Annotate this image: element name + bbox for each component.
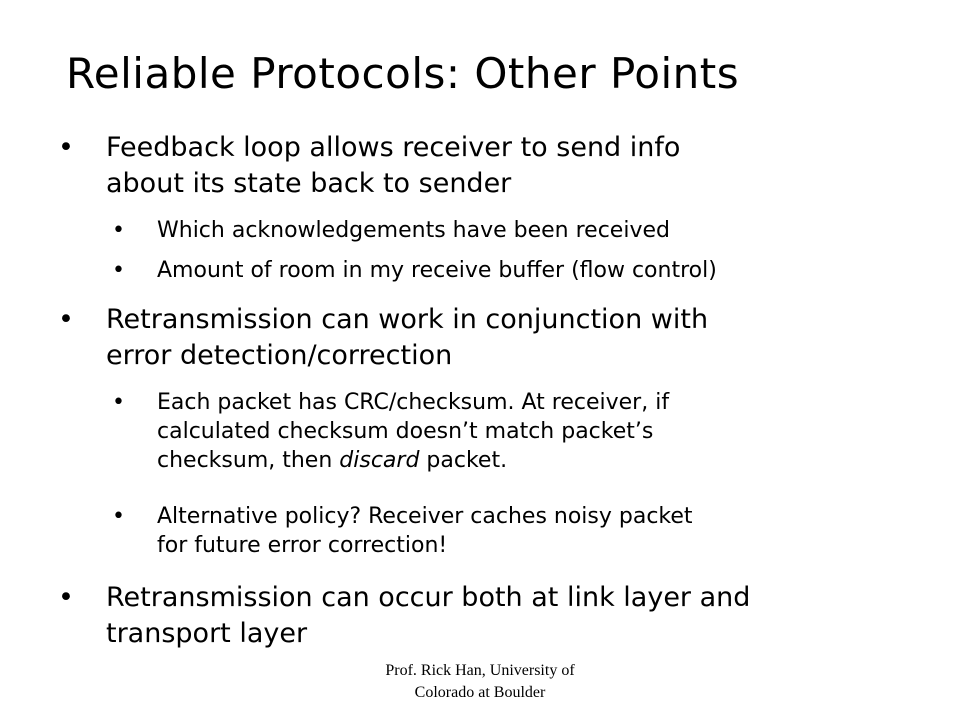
bullet-text: Feedback loop allows receiver to send info — [106, 132, 681, 163]
bullet-text: Retransmission can work in conjunction with — [106, 304, 709, 335]
bullet-marker: • — [58, 304, 74, 335]
sub-bullet-text: for future error correction! — [157, 533, 448, 558]
sub-bullet-text: Amount of room in my receive buffer (flow control) — [157, 258, 717, 283]
sub-bullet-text: Each packet has CRC/checksum. At receiver, if — [157, 390, 670, 415]
sub-bullet-marker: • — [112, 218, 125, 243]
slide-footer — [340, 660, 620, 704]
sub-bullet-text: calculated checksum doesn’t match packet’s — [157, 419, 654, 444]
bullet-text: error detection/correction — [106, 340, 453, 371]
footer-line: Colorado at Boulder — [414, 684, 546, 701]
text-run: packet. — [419, 448, 508, 473]
footer-line: Prof. Rick Han, University of — [385, 662, 575, 679]
bullet-marker: • — [58, 132, 74, 163]
slide-title: Reliable Protocols: Other Points — [66, 49, 740, 98]
bullet-text: Retransmission can occur both at link layer and — [106, 582, 751, 613]
sub-bullet-text — [157, 446, 507, 475]
bullet-text: transport layer — [106, 618, 308, 649]
sub-bullet-marker: • — [112, 258, 125, 283]
text-run: checksum, then — [157, 448, 340, 473]
sub-bullet-marker: • — [112, 504, 125, 529]
sub-bullet-text: Which acknowledgements have been received — [157, 218, 670, 243]
bullet-text: about its state back to sender — [106, 168, 512, 199]
bullet-marker: • — [58, 582, 74, 613]
sub-bullet-marker: • — [112, 390, 125, 415]
emphasized-word: discard — [339, 448, 420, 473]
sub-bullet-text: Alternative policy? Receiver caches noisy packet — [157, 504, 693, 529]
